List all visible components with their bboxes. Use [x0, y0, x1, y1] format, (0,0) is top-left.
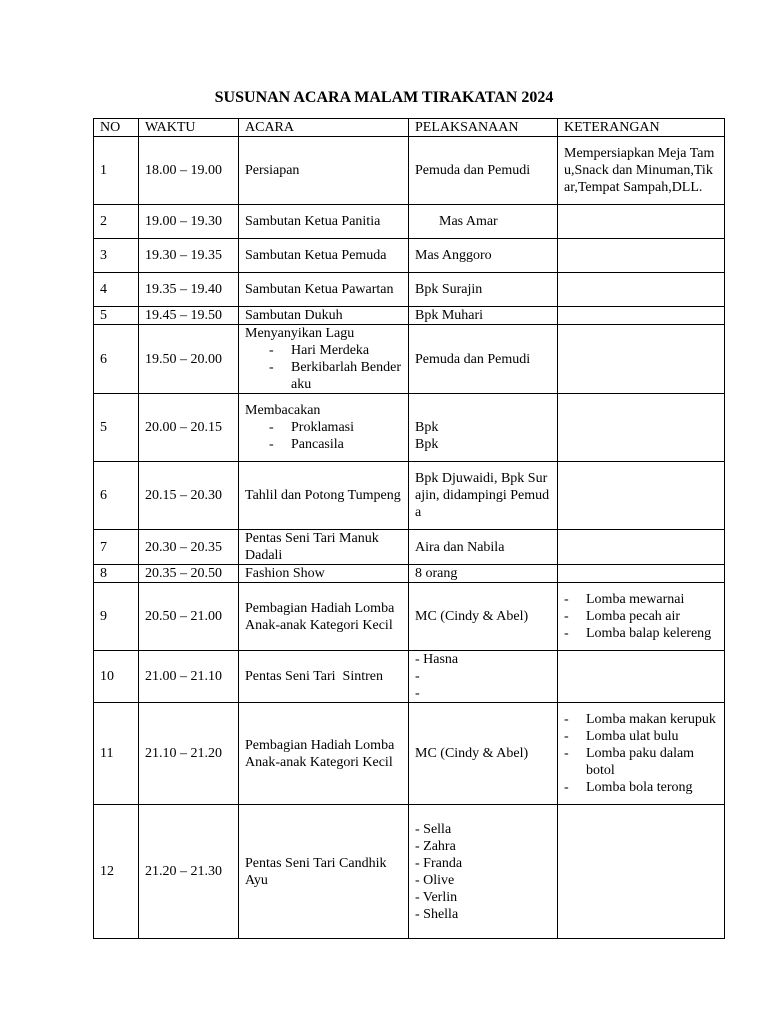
cell-no: 5 — [94, 394, 139, 462]
header-waktu: WAKTU — [139, 119, 239, 137]
cell-acara — [239, 325, 409, 394]
table-row — [94, 239, 725, 273]
acara-heading: Menyanyikan Lagu — [245, 326, 355, 341]
cell-pelaksanaan: Mas Amar — [409, 205, 558, 239]
table-row — [94, 394, 725, 462]
cell-keterangan — [558, 325, 725, 394]
cell-keterangan — [558, 239, 725, 273]
cell-pelaksanaan: Pemuda dan Pemudi — [409, 137, 558, 205]
pelaksanaan-line: - Franda — [415, 855, 463, 871]
pelaksanaan-line: - Hasna — [415, 652, 459, 667]
cell-waktu: 19.35 – 19.40 — [139, 273, 239, 307]
schedule-table — [93, 118, 725, 939]
cell-acara: Fashion Show — [239, 565, 409, 583]
pelaksanaan-line: Bpk — [415, 420, 439, 435]
cell-pelaksanaan: MC (Cindy & Abel) — [409, 583, 558, 651]
cell-waktu: 19.45 – 19.50 — [139, 307, 239, 325]
cell-keterangan — [558, 273, 725, 307]
cell-waktu: 20.15 – 20.30 — [139, 462, 239, 530]
list-item: - Lomba balap kelereng — [564, 625, 718, 642]
cell-pelaksanaan — [409, 394, 558, 462]
cell-pelaksanaan: MC (Cindy & Abel) — [409, 703, 558, 805]
cell-waktu: 19.50 – 20.00 — [139, 325, 239, 394]
table-row — [94, 703, 725, 805]
list-item: - Lomba mewarnai — [564, 591, 718, 608]
cell-keterangan — [558, 530, 725, 565]
cell-waktu: 21.10 – 21.20 — [139, 703, 239, 805]
cell-no: 12 — [94, 805, 139, 939]
pelaksanaan-line: - Zahra — [415, 838, 456, 854]
table-row — [94, 307, 725, 325]
table-row — [94, 325, 725, 394]
pelaksanaan-line: - — [415, 669, 420, 684]
cell-acara: Sambutan Dukuh — [239, 307, 409, 325]
cell-no: 6 — [94, 325, 139, 394]
cell-pelaksanaan: Mas Anggoro — [409, 239, 558, 273]
document-title: SUSUNAN ACARA MALAM TIRAKATAN 2024 — [214, 89, 554, 106]
cell-keterangan — [558, 394, 725, 462]
cell-pelaksanaan: 8 orang — [409, 565, 558, 583]
pelaksanaan-line: - Sella — [415, 821, 452, 837]
acara-sub-list — [245, 419, 402, 453]
cell-waktu: 18.00 – 19.00 — [139, 137, 239, 205]
table-row — [94, 583, 725, 651]
cell-waktu: 21.00 – 21.10 — [139, 651, 239, 703]
pelaksanaan-line: - Olive — [415, 872, 455, 888]
cell-keterangan — [558, 205, 725, 239]
cell-waktu: 20.00 – 20.15 — [139, 394, 239, 462]
list-item: - Hari Merdeka — [269, 342, 402, 359]
table-row — [94, 805, 725, 939]
cell-acara: Pembagian Hadiah Lomba Anak-anak Kategori Kecil — [239, 583, 409, 651]
pelaksanaan-line: Bpk — [415, 437, 439, 452]
cell-acara: Sambutan Ketua Panitia — [239, 205, 409, 239]
table-row — [94, 273, 725, 307]
cell-keterangan — [558, 651, 725, 703]
cell-no: 3 — [94, 239, 139, 273]
cell-no: 5 — [94, 307, 139, 325]
cell-waktu: 20.50 – 21.00 — [139, 583, 239, 651]
cell-no: 4 — [94, 273, 139, 307]
header-acara: ACARA — [239, 119, 409, 137]
cell-acara: Sambutan Ketua Pemuda — [239, 239, 409, 273]
pelaksanaan-line: - Shella — [415, 906, 459, 922]
cell-no: 9 — [94, 583, 139, 651]
cell-acara — [239, 394, 409, 462]
list-item: - Lomba ulat bulu — [564, 728, 718, 745]
list-item: - Berkibarlah Benderaku — [269, 359, 402, 393]
list-item: - Lomba makan kerupuk — [564, 711, 718, 728]
header-pelaksanaan: PELAKSANAAN — [409, 119, 558, 137]
header-no: NO — [94, 119, 139, 137]
cell-no: 2 — [94, 205, 139, 239]
cell-pelaksanaan: Bpk Djuwaidi, Bpk Surajin, didampingi Pemuda — [409, 462, 558, 530]
cell-waktu: 19.30 – 19.35 — [139, 239, 239, 273]
pelaksanaan-line: - Verlin — [415, 889, 458, 905]
table-row — [94, 651, 725, 703]
cell-acara: Tahlil dan Potong Tumpeng — [239, 462, 409, 530]
cell-no: 1 — [94, 137, 139, 205]
list-item: - Lomba bola terong — [564, 779, 718, 796]
cell-pelaksanaan — [409, 651, 558, 703]
cell-pelaksanaan: Aira dan Nabila — [409, 530, 558, 565]
acara-sub-list — [245, 342, 402, 393]
cell-keterangan — [558, 583, 725, 651]
cell-no: 7 — [94, 530, 139, 565]
table-row — [94, 565, 725, 583]
header-keterangan: KETERANGAN — [558, 119, 725, 137]
cell-no: 8 — [94, 565, 139, 583]
cell-acara: Sambutan Ketua Pawartan — [239, 273, 409, 307]
list-item: - Proklamasi — [269, 419, 402, 436]
cell-waktu: 21.20 – 21.30 — [139, 805, 239, 939]
cell-keterangan — [558, 805, 725, 939]
cell-acara: Pentas Seni Tari Manuk Dadali — [239, 530, 409, 565]
cell-keterangan — [558, 565, 725, 583]
cell-acara: Persiapan — [239, 137, 409, 205]
cell-no: 6 — [94, 462, 139, 530]
list-item: - Pancasila — [269, 436, 402, 453]
list-item: - Lomba pecah air — [564, 608, 718, 625]
cell-pelaksanaan: Pemuda dan Pemudi — [409, 325, 558, 394]
table-row — [94, 205, 725, 239]
keterangan-list — [564, 591, 718, 642]
pelaksanaan-line: - — [415, 686, 420, 701]
cell-no: 11 — [94, 703, 139, 805]
cell-acara: Pentas Seni Tari Candhik Ayu — [239, 805, 409, 939]
cell-acara: Pentas Seni Tari Sintren — [239, 651, 409, 703]
table-header-row — [94, 119, 725, 137]
table-row — [94, 137, 725, 205]
cell-keterangan — [558, 703, 725, 805]
table-row — [94, 530, 725, 565]
cell-waktu: 20.35 – 20.50 — [139, 565, 239, 583]
cell-keterangan — [558, 462, 725, 530]
acara-heading: Membacakan — [245, 403, 321, 418]
cell-acara: Pembagian Hadiah Lomba Anak-anak Kategori Kecil — [239, 703, 409, 805]
cell-pelaksanaan — [409, 805, 558, 939]
cell-waktu: 19.00 – 19.30 — [139, 205, 239, 239]
table-row — [94, 462, 725, 530]
cell-keterangan: Mempersiapkan Meja Tamu,Snack dan Minuman,Tikar,Tempat Sampah,DLL. — [558, 137, 725, 205]
cell-waktu: 20.30 – 20.35 — [139, 530, 239, 565]
list-item: - Lomba paku dalam botol — [564, 745, 718, 779]
cell-pelaksanaan: Bpk Muhari — [409, 307, 558, 325]
cell-no: 10 — [94, 651, 139, 703]
keterangan-list — [564, 711, 718, 796]
cell-keterangan — [558, 307, 725, 325]
cell-pelaksanaan: Bpk Surajin — [409, 273, 558, 307]
